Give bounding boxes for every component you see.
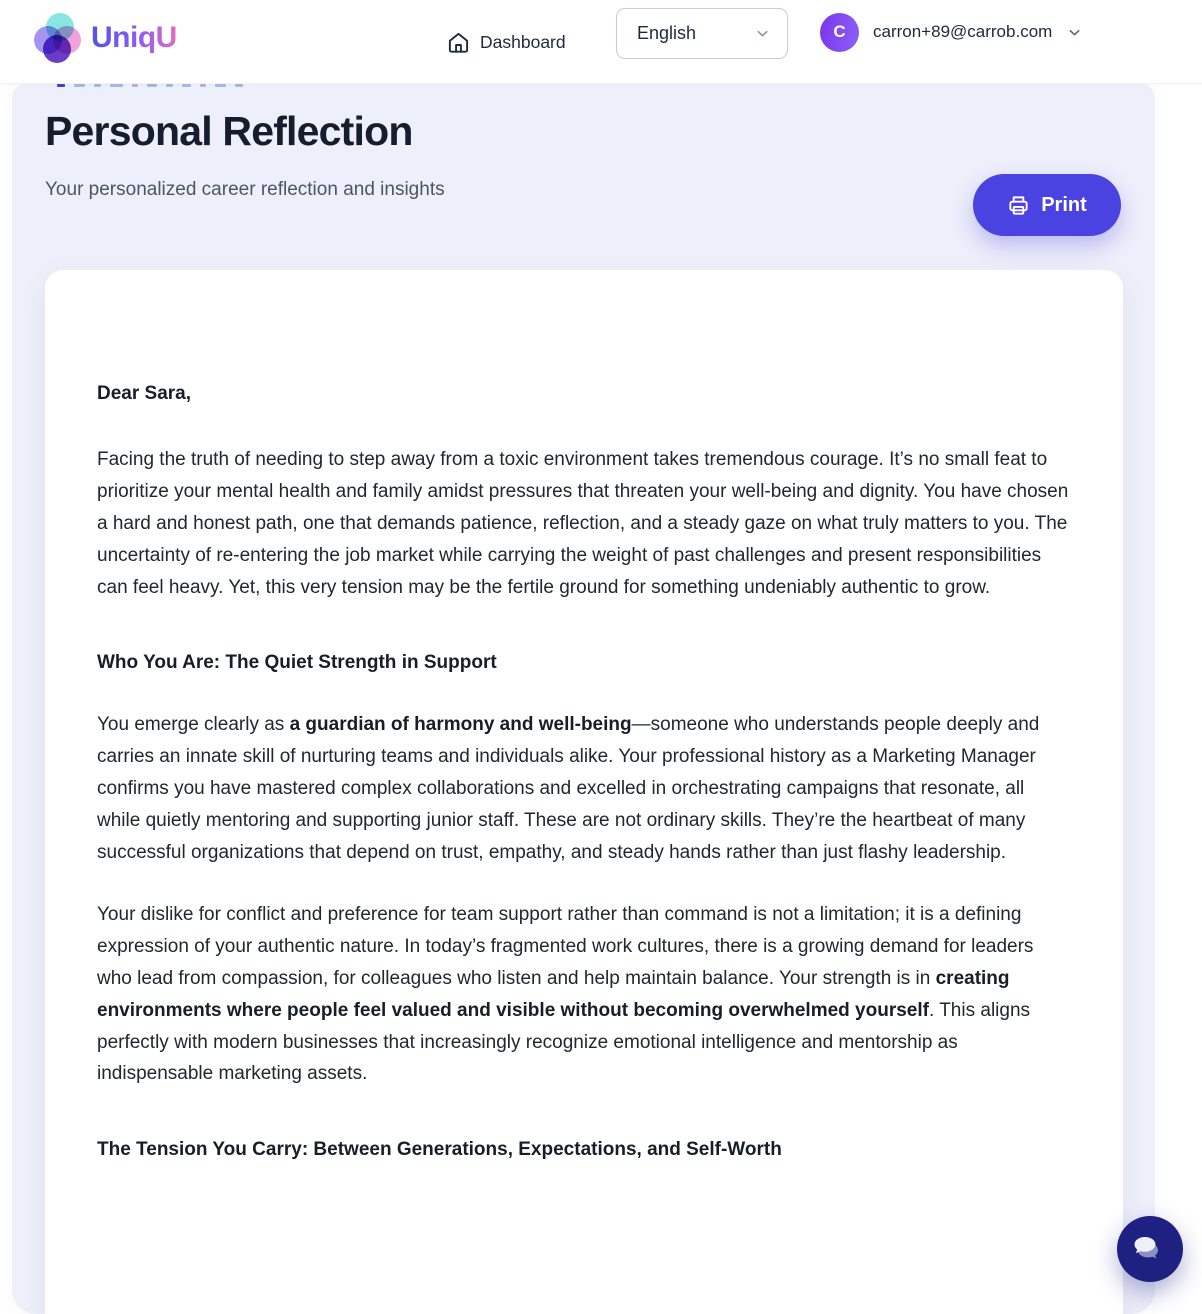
letter-paragraph: You emerge clearly as a guardian of harmony and well-being—someone who understands people deeply and carries an innate skill of nurturing teams and individuals alike. Your professional history as a Marketing Manager confirms you have mastered complex collaborations and excelled in orchestrating campaigns that resonate, all while quietly mentoring and supporting junior staff. These are not ordinary skills. They’re the heartbeat of many successful organizations that depend on trust, empathy, and steady hands rather than just flashy leadership. [97, 714, 1040, 863]
print-label: Print [1041, 193, 1087, 216]
page-title: Personal Reflection [45, 108, 413, 154]
dashboard-link[interactable] [447, 20, 566, 64]
print-button[interactable] [973, 174, 1121, 236]
letter-paragraph: Dear Sara, [97, 383, 192, 404]
avatar: C [820, 13, 859, 52]
dashboard-label: Dashboard [480, 31, 566, 52]
navbar [0, 0, 1202, 84]
letter-paragraph: Facing the truth of needing to step away from a toxic environment takes tremendous courage. It’s no small feat to prioritize your mental health and family amidst pressures that threaten your well-being and dignity. You have chosen a hard and honest path, one that demands patience, reflection, and a steady gaze on what truly matters to you. The uncertainty of re-entering the job market while carrying the weight of past challenges and present responsibilities can feel heavy. Yet, this very tension may be the fertile ground for something undeniably authentic to grow. [97, 448, 1069, 598]
letter-paragraph: Your dislike for conflict and preference for team support rather than command is not a limitation; it is a defining expression of your authentic nature. In today’s fragmented work cultures, there is a growing demand for leaders who lead from compassion, for colleagues who listen and help maintain balance. Your strength is in creating environments where people feel valued and visible without becoming overwhelmed yourself. This aligns perfectly with modern businesses that increasingly recognize emotional intelligence and mentorship as indispensable marketing assets. [97, 903, 1034, 1085]
app-logo[interactable] [33, 13, 177, 63]
home-icon [447, 31, 470, 54]
letter-section-heading: The Tension You Carry: Between Generations, Expectations, and Self-Worth [97, 1139, 782, 1161]
page-subtitle: Your personalized career reflection and insights [45, 179, 445, 200]
chat-button[interactable] [1117, 1216, 1183, 1282]
clipped-scrolled-link [57, 84, 243, 88]
printer-icon [1007, 194, 1030, 217]
logo-text: UniqU [91, 21, 177, 54]
logo-circles-icon [33, 13, 83, 63]
chevron-down-icon [1066, 24, 1083, 41]
user-menu[interactable] [820, 12, 1083, 52]
chat-bubbles-icon [1130, 1229, 1170, 1269]
letter-body [97, 378, 1069, 1166]
content-panel [12, 84, 1155, 1314]
user-email: carron+89@carrob.com [873, 22, 1053, 41]
language-select[interactable] [616, 8, 788, 59]
letter-section-heading: Who You Are: The Quiet Strength in Support [97, 652, 497, 674]
reflection-card [45, 270, 1123, 1314]
chevron-down-icon [754, 25, 771, 42]
language-value: English [637, 23, 697, 43]
